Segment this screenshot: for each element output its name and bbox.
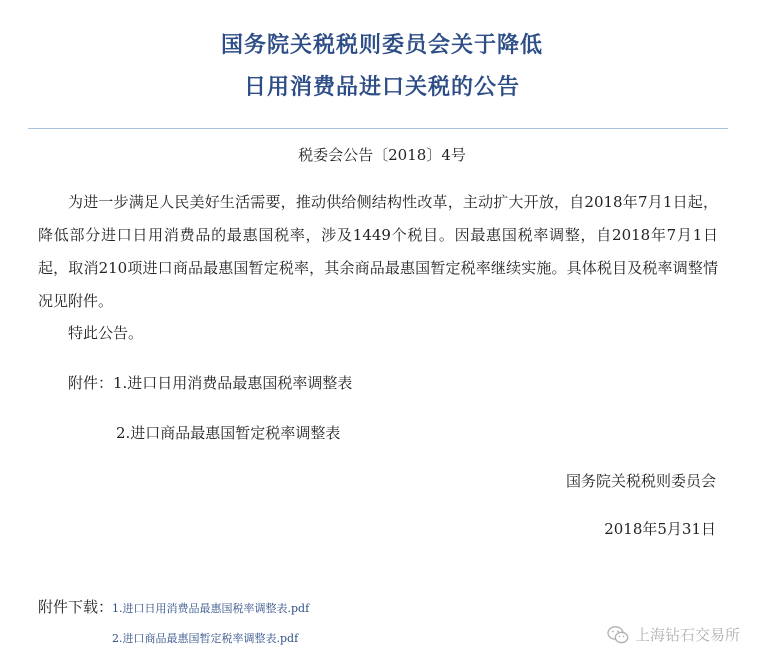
title-divider bbox=[28, 128, 728, 129]
notice-text: 特此公告。 bbox=[68, 324, 144, 342]
attachment-item-2: 2.进口商品最惠国暂定税率调整表 bbox=[116, 424, 341, 442]
wechat-icon bbox=[607, 625, 629, 645]
downloads-label: 附件下载： bbox=[38, 598, 114, 616]
watermark-text: 上海钻石交易所 bbox=[634, 626, 740, 644]
attachment-item-1: 附件：1.进口日用消费品最惠国税率调整表 bbox=[68, 374, 353, 392]
download-link-2[interactable]: 2.进口商品最惠国暂定税率调整表.pdf bbox=[112, 632, 299, 645]
page-title-line1: 国务院关税税则委员会关于降低 bbox=[220, 32, 543, 58]
body-paragraph: 为进一步满足人民美好生活需要，推动供给侧结构性改革，主动扩大开放，自2018年7月1日起，降低部分进口日用消费品的最惠国税率，涉及1449个税目。因最惠国税率调整，自2018年7月1日起，取消210项进口商品最惠国暂定税率，其余商品最惠国暂定税率继续实施。具体税目及税率调整情况见附件。 bbox=[38, 193, 718, 310]
issue-date: 2018年5月31日 bbox=[604, 520, 716, 538]
download-link-1[interactable]: 1.进口日用消费品最惠国税率调整表.pdf bbox=[112, 602, 310, 615]
document-number: 税委会公告〔2018〕4号 bbox=[298, 146, 466, 164]
page-title-line2: 日用消费品进口关税的公告 bbox=[243, 74, 520, 100]
watermark bbox=[607, 624, 740, 645]
issuer-signature: 国务院关税税则委员会 bbox=[565, 472, 716, 490]
